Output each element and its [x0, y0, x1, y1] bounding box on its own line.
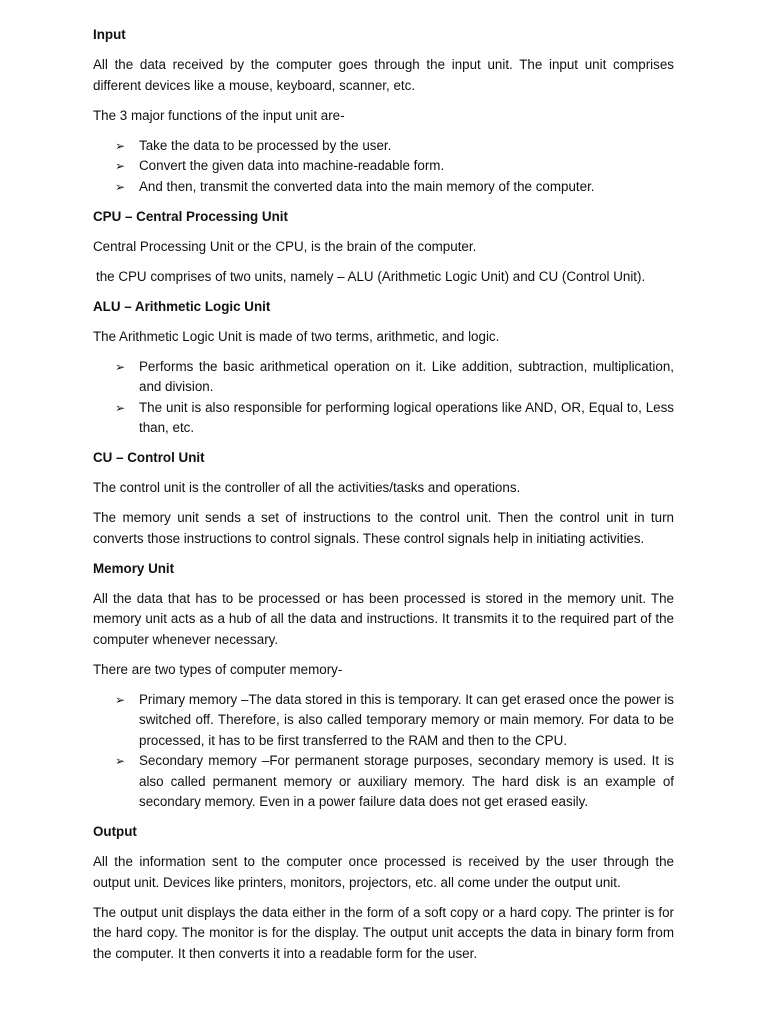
memory-heading: Memory Unit — [93, 560, 175, 576]
list-item — [93, 357, 674, 398]
list-item-text: The unit is also responsible for performing logical operations like AND, OR, Equal to, Less than, etc. — [139, 399, 674, 435]
input-functions-list — [93, 136, 674, 198]
cu-heading: CU – Control Unit — [93, 450, 205, 465]
arrow-bullet-icon: ➢ — [115, 692, 126, 707]
arrow-bullet-icon: ➢ — [115, 138, 126, 153]
input-paragraph-2: The 3 major functions of the input unit are- — [93, 107, 345, 123]
cpu-paragraph-1: Central Processing Unit or the CPU, is the brain of the computer. — [93, 238, 477, 254]
output-paragraph-1: All the information sent to the computer once processed is received by the user through the output unit. Devices like printers, monitors, projectors, etc. all come under the output unit. — [93, 854, 674, 890]
cpu-paragraph-2: the CPU comprises of two units, namely – ALU (Arithmetic Logic Unit) and CU (Control Unit). — [96, 268, 646, 284]
cu-paragraph-1: The control unit is the controller of all the activities/tasks and operations. — [93, 480, 521, 495]
list-item — [93, 690, 674, 752]
input-paragraph-1: All the data received by the computer goes through the input unit. The input unit comprises different devices like a mouse, keyboard, scanner, etc. — [93, 57, 674, 93]
alu-functions-list — [93, 357, 674, 439]
arrow-bullet-icon: ➢ — [115, 400, 126, 415]
arrow-bullet-icon: ➢ — [115, 754, 126, 768]
list-item — [93, 156, 674, 177]
alu-paragraph-1: The Arithmetic Logic Unit is made of two terms, arithmetic, and logic. — [93, 328, 500, 344]
output-paragraph-2: The output unit displays the data either in the form of a soft copy or a hard copy. The printer is for the hard copy. The monitor is for the display. The output unit accepts the data in binary form from the computer. It then converts it into a readable form for the user. — [93, 904, 674, 961]
list-item-text: And then, transmit the converted data into the main memory of the computer. — [139, 178, 595, 194]
list-item-text: Performs the basic arithmetical operation on it. Like addition, subtraction, multiplication, and division. — [139, 358, 674, 394]
output-heading: Output — [93, 824, 137, 839]
list-item-text: Primary memory –The data stored in this is temporary. It can get erased once the power is switched off. Therefore, is also called temporary memory or main memory. For data to be processed, it has to be first transferred to the RAM and then to the CPU. — [139, 691, 674, 748]
cu-paragraph-2: The memory unit sends a set of instructions to the control unit. Then the control unit in turn converts those instructions to control signals. These control signals help in initiating activities. — [93, 510, 674, 546]
arrow-bullet-icon: ➢ — [115, 359, 126, 374]
alu-heading: ALU – Arithmetic Logic Unit — [93, 298, 271, 314]
list-item — [93, 136, 674, 157]
list-item-text: Secondary memory –For permanent storage purposes, secondary memory is used. It is also called permanent memory or auxiliary memory. The hard disk is an example of secondary memory. Even in a power failure data does not get erased easily. — [139, 753, 674, 809]
memory-paragraph-2: There are two types of computer memory- — [93, 661, 343, 677]
list-item — [93, 398, 674, 439]
list-item-text: Convert the given data into machine-readable form. — [139, 158, 445, 173]
cpu-heading: CPU – Central Processing Unit — [93, 208, 288, 224]
list-item — [93, 751, 674, 813]
list-item-text: Take the data to be processed by the user. — [139, 137, 392, 153]
list-item — [93, 177, 674, 198]
arrow-bullet-icon: ➢ — [115, 179, 126, 194]
arrow-bullet-icon: ➢ — [115, 159, 126, 173]
memory-paragraph-1: All the data that has to be processed or has been processed is stored in the memory unit. The memory unit acts as a hub of all the data and instructions. It transmits it to the required part of the computer whenever necessary. — [93, 590, 674, 647]
input-heading: Input — [93, 27, 126, 42]
memory-types-list — [93, 690, 674, 813]
